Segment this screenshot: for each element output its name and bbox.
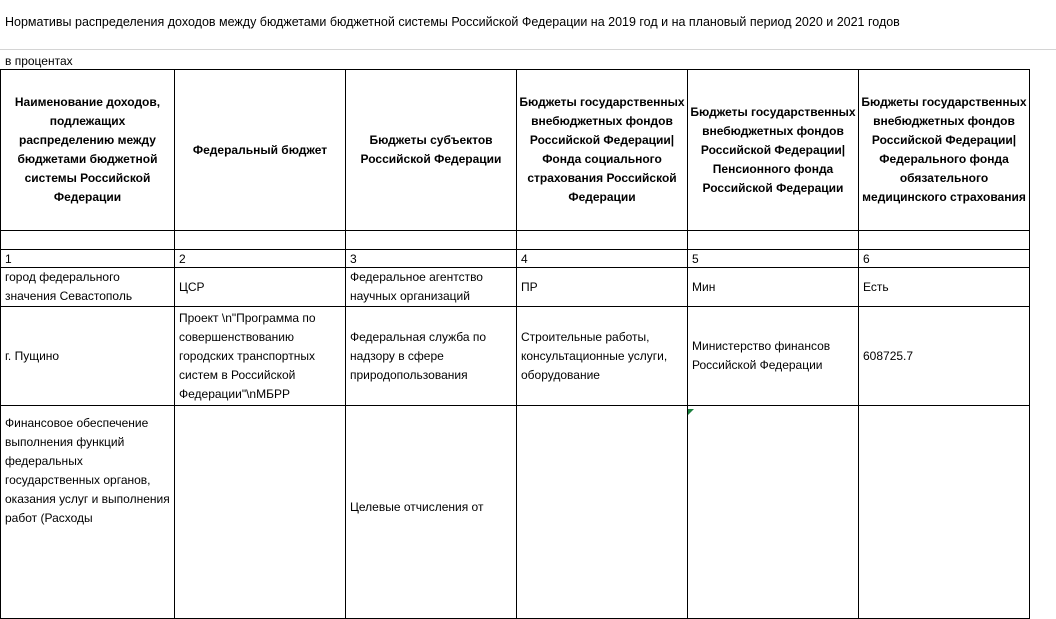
table-row [1, 268, 1030, 307]
table-cell[interactable]: Есть [859, 268, 1030, 307]
comment-indicator-icon [688, 409, 694, 415]
table-cell-text: Финансовое обеспечение выполнения функций федеральных государственных органов, оказания услуг и выполнения работ (Расходы [5, 416, 170, 525]
table-cell[interactable]: Министерство финансов Российской Федерации [688, 307, 859, 406]
table-cell-text [179, 406, 343, 526]
header-cell-pension-fund[interactable]: Бюджеты государственных внебюджетных фондов Российской Федерации|Пенсионного фонда Российской Федерации [688, 70, 859, 231]
column-number-cell[interactable]: 2 [175, 250, 346, 268]
header-cell-regional-budgets[interactable]: Бюджеты субъектов Российской Федерации [346, 70, 517, 231]
table-cell[interactable] [1, 231, 175, 250]
table-cell[interactable]: ЦСР [175, 268, 346, 307]
table-cell-text [521, 406, 685, 526]
sheet-title: Нормативы распределения доходов между бюджетами бюджетной системы Российской Федерации на 2019 год и на плановый период 2020 и 2021 годов [0, 0, 1056, 50]
column-number-cell[interactable]: 3 [346, 250, 517, 268]
table-cell[interactable]: 608725.7 [859, 307, 1030, 406]
header-cell-social-insurance-fund[interactable]: Бюджеты государственных внебюджетных фондов Российской Федерации|Фонда социального страхования Российской Федерации [517, 70, 688, 231]
table-cell[interactable]: ПР [517, 268, 688, 307]
table-cell[interactable]: г. Пущино [1, 307, 175, 406]
column-number-cell[interactable]: 5 [688, 250, 859, 268]
table-cell[interactable] [175, 231, 346, 250]
unit-label: в процентах [5, 54, 73, 68]
table-cell[interactable] [517, 406, 688, 619]
table-cell[interactable] [688, 231, 859, 250]
table-row [1, 307, 1030, 406]
column-number-cell[interactable]: 4 [517, 250, 688, 268]
column-number-row [1, 250, 1030, 268]
table-cell-text: Целевые отчисления от [350, 500, 484, 514]
distribution-table [0, 69, 1030, 619]
table-cell[interactable]: город федерального значения Севастополь [1, 268, 175, 307]
column-number-cell[interactable]: 6 [859, 250, 1030, 268]
table-cell-text [863, 406, 1027, 526]
table-cell-text [692, 406, 856, 526]
table-cell[interactable] [175, 406, 346, 619]
table-cell[interactable]: Федеральное агентство научных организаций [346, 268, 517, 307]
table-cell[interactable] [859, 406, 1030, 619]
column-number-cell[interactable]: 1 [1, 250, 175, 268]
table-cell[interactable] [688, 406, 859, 619]
table-cell[interactable] [346, 231, 517, 250]
table-cell[interactable]: Строительные работы, консультационные услуги, оборудование [517, 307, 688, 406]
header-row [1, 70, 1030, 231]
table-cell[interactable] [859, 231, 1030, 250]
table-cell[interactable]: Федеральная служба по надзору в сфере природопользования [346, 307, 517, 406]
table-row [1, 406, 1030, 619]
table-cell[interactable]: Проект \n"Программа по совершенствованию городских транспортных систем в Российской Федерации"\nМБРР [175, 307, 346, 406]
header-cell-medical-insurance-fund[interactable]: Бюджеты государственных внебюджетных фондов Российской Федерации|Федерального фонда обязательного медицинского страхования [859, 70, 1030, 231]
table-cell[interactable] [517, 231, 688, 250]
table-cell[interactable]: Мин [688, 268, 859, 307]
header-cell-federal-budget[interactable]: Федеральный бюджет [175, 70, 346, 231]
header-cell-income-name[interactable]: Наименование доходов, подлежащих распределению между бюджетами бюджетной системы Российской Федерации [1, 70, 175, 231]
table-cell[interactable] [346, 406, 517, 619]
table-cell[interactable] [1, 406, 175, 619]
spacer-row [1, 231, 1030, 250]
